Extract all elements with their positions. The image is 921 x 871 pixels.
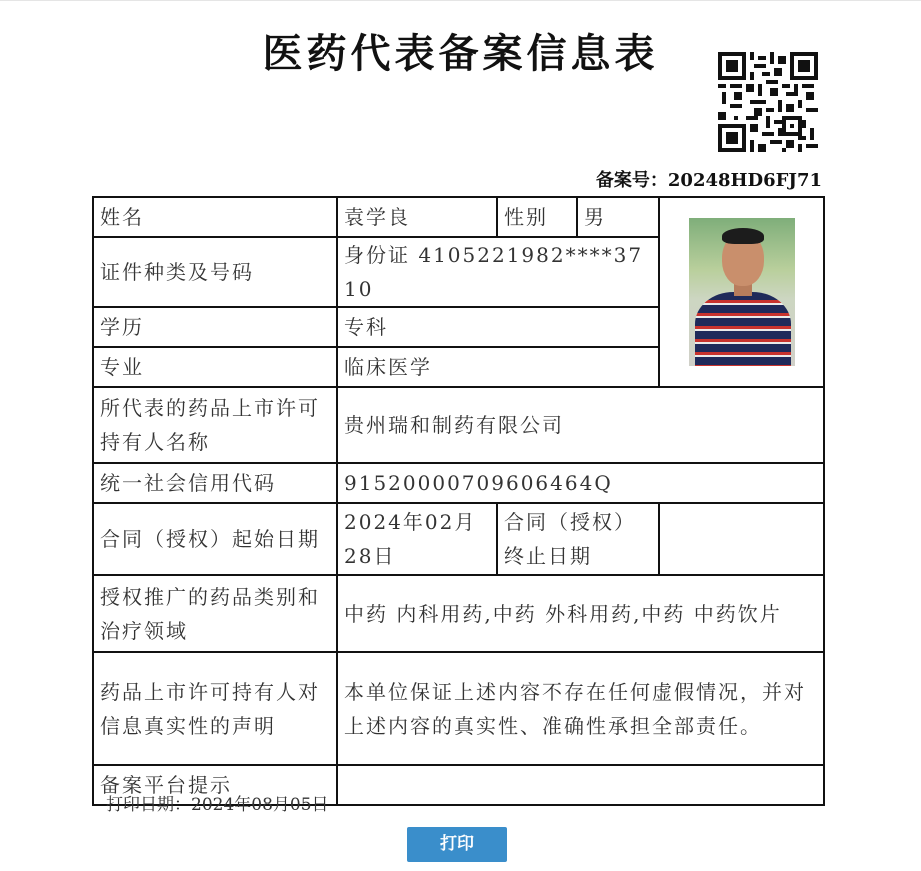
print-button[interactable]: 打印	[407, 827, 507, 862]
name-label: 姓名	[93, 197, 337, 237]
document-title: 医药代表备案信息表	[262, 30, 659, 77]
education-value: 专科	[337, 307, 659, 347]
gender-value: 男	[577, 197, 659, 237]
table-row	[93, 387, 824, 463]
credit-code-label: 统一社会信用代码	[93, 463, 337, 503]
id-label: 证件种类及号码	[93, 237, 337, 307]
qr-code-icon	[718, 52, 818, 152]
table-row	[93, 463, 824, 503]
holder-value: 贵州瑞和制药有限公司	[337, 387, 824, 463]
avatar	[689, 218, 795, 366]
contract-start-value: 2024年02月28日	[337, 503, 497, 575]
education-label: 学历	[93, 307, 337, 347]
contract-end-value	[659, 503, 824, 575]
contract-end-label: 合同（授权）终止日期	[497, 503, 659, 575]
holder-label: 所代表的药品上市许可持有人名称	[93, 387, 337, 463]
record-number: 备案号：20248HD6FJ71	[595, 170, 822, 191]
categories-value: 中药 内科用药,中药 外科用药,中药 中药饮片	[337, 575, 824, 652]
photo-cell	[659, 197, 824, 387]
id-value: 身份证 4105221982****3710	[337, 237, 659, 307]
major-label: 专业	[93, 347, 337, 387]
platform-note-value	[337, 765, 824, 805]
top-divider	[0, 0, 921, 1]
categories-label: 授权推广的药品类别和治疗领域	[93, 575, 337, 652]
table-row	[93, 575, 824, 652]
credit-code-value: 91520000709606464Q	[337, 463, 824, 503]
platform-note-label: 备案平台提示	[93, 765, 337, 805]
print-date: 打印日期：2024年08月05日	[106, 795, 329, 815]
table-row	[93, 197, 824, 237]
contract-start-label: 合同（授权）起始日期	[93, 503, 337, 575]
table-row	[93, 652, 824, 765]
table-row	[93, 503, 824, 575]
name-value: 袁学良	[337, 197, 497, 237]
declaration-value: 本单位保证上述内容不存在任何虚假情况，并对上述内容的真实性、准确性承担全部责任。	[337, 652, 824, 765]
info-table	[92, 196, 825, 806]
major-value: 临床医学	[337, 347, 659, 387]
declaration-label: 药品上市许可持有人对信息真实性的声明	[93, 652, 337, 765]
gender-label: 性别	[497, 197, 577, 237]
